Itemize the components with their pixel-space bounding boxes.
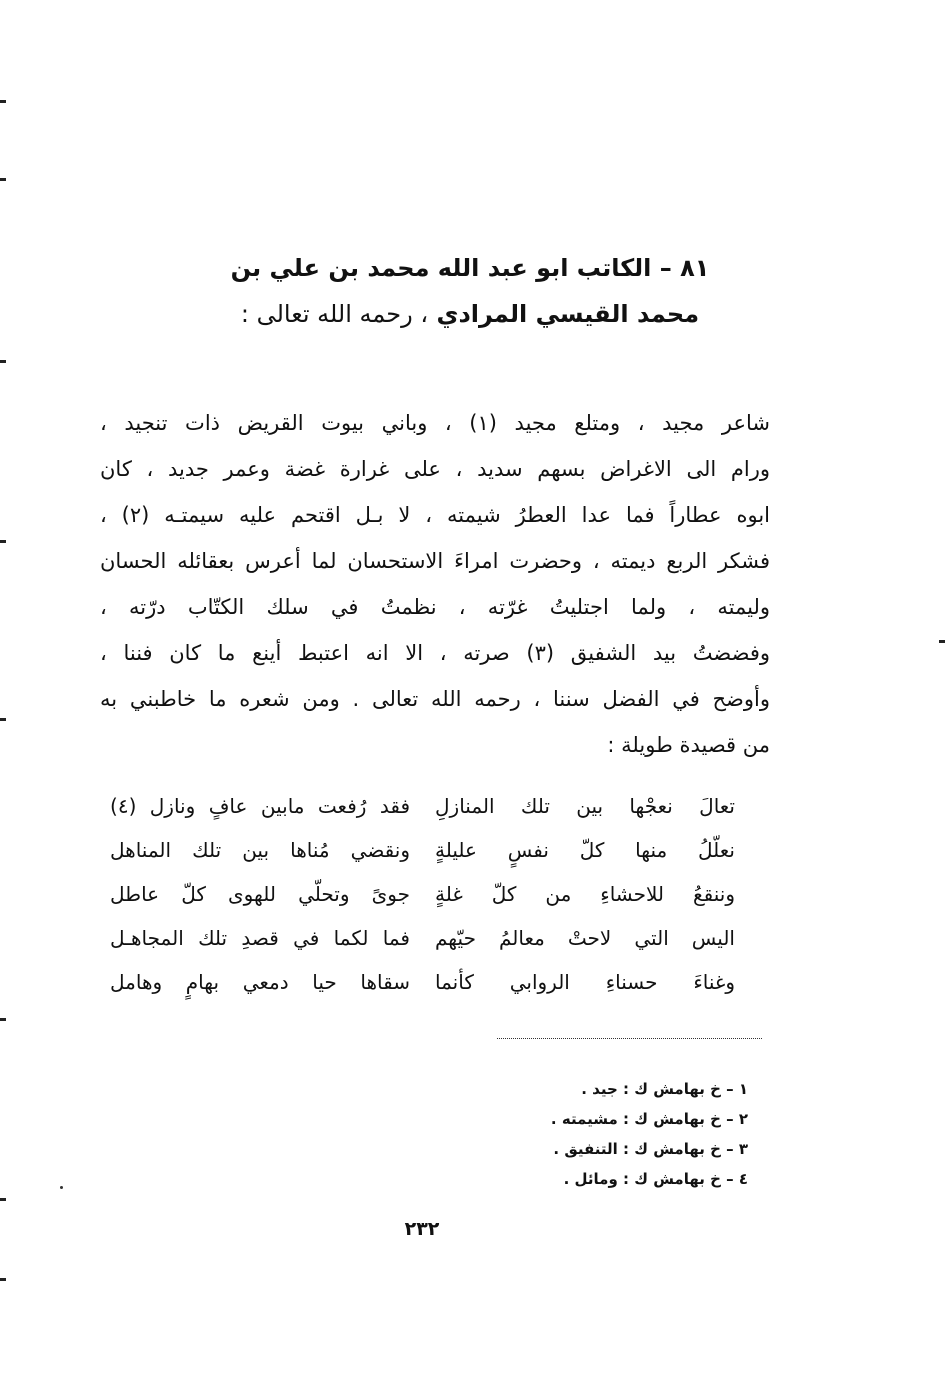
verse-row — [110, 872, 735, 916]
footnote: ٢ – خ بهامش ك : مشيمته . — [550, 1110, 748, 1128]
entry-heading-line-1 — [180, 254, 760, 282]
verse-first-hemistich: تعالَ نعجْها بين تلك المنازلِ — [435, 794, 735, 818]
scan-edge-mark — [939, 640, 945, 643]
verse-row — [110, 828, 735, 872]
prose-line: وفضضتُ بيد الشفيق (٣) صرته ، الا انه اعتبط أينع ما كان فننا ، — [100, 641, 771, 665]
page-number: ٢٣٢ — [404, 1218, 440, 1240]
scan-edge-mark — [0, 718, 6, 721]
verse-second-hemistich: فما لكما في قصدِ تلك المجاهـل — [110, 926, 410, 950]
prose-line: وليمته ، ولما اجتليتُ غرّته ، نظمتُ في سلك الكتّاب درّته ، — [100, 595, 770, 619]
footnote: ٣ – خ بهامش ك : التنفيق . — [553, 1140, 748, 1158]
scan-edge-mark — [0, 1018, 6, 1021]
entry-heading-name: محمد القيسي المرادي — [436, 300, 700, 328]
prose-paragraph — [100, 400, 770, 768]
verse-second-hemistich: فقد رُفعت مابين عافٍ ونازل (٤) — [110, 794, 410, 818]
prose-line: ابوه عطاراً فما عدا العطرُ شيمته ، لا بـل اقتحم عليه سيمتـه (٢) ، — [100, 503, 770, 527]
footnote-separator — [497, 1038, 762, 1039]
scan-edge-mark — [0, 1278, 6, 1281]
scan-edge-mark — [0, 540, 6, 543]
prose-line: من قصيدة طويلة : — [607, 733, 770, 757]
entry-heading-benediction: ، رحمه الله تعالى : — [240, 300, 429, 328]
footnotes — [470, 1074, 748, 1194]
verse-second-hemistich: جوىً وتحلّي للهوى كلّ عاطل — [110, 882, 410, 906]
entry-heading-line-1-text: ٨١ – الكاتب ابو عبد الله محمد بن علي بن — [230, 254, 710, 282]
verse-row — [110, 960, 735, 1004]
prose-line: شاعر مجيد ، ومتلع مجيد (١) ، وباني بيوت القريض ذات تنجيد ، — [100, 411, 770, 435]
scan-edge-mark — [0, 100, 6, 103]
scan-speck — [60, 1186, 63, 1189]
prose-line: فشكر الربع ديمته ، وحضرت امراءَ الاستحسان لما أعرس بعقائله الحسان — [100, 549, 770, 573]
scan-edge-mark — [0, 1198, 6, 1201]
scan-edge-mark — [0, 178, 6, 181]
prose-line: ورام الى الاغراض بسهم سديد ، على غرارة غضة وعمر جديد ، كان — [100, 457, 770, 481]
prose-line: وأوضح في الفضل سننا ، رحمه الله تعالى . ومن شعره ما خاطبني به — [100, 687, 770, 711]
verse-second-hemistich: سقاها حيا دمعي بهامٍ وهامل — [110, 970, 410, 994]
verse-first-hemistich: وغناءَ حسناءِ الروابي كأنما — [435, 970, 735, 994]
entry-heading-line-2 — [180, 300, 760, 328]
verse-row — [110, 916, 735, 960]
footnote: ٤ – خ بهامش ك : ومائل . — [563, 1170, 748, 1188]
scan-edge-mark — [0, 360, 6, 363]
footnote: ١ – خ بهامش ك : جيد . — [581, 1080, 748, 1098]
verse-row — [110, 784, 735, 828]
verse-first-hemistich: نعلّلُ منها كلّ نفسٍ عليلةٍ — [435, 838, 735, 862]
verse-first-hemistich: اليس التي لاحتْ معالمُ حيّهم — [435, 926, 735, 950]
verse-first-hemistich: وننقعُ للاحشاءِ من كلّ غلةٍ — [435, 882, 735, 906]
poem-verses — [110, 784, 735, 1004]
verse-second-hemistich: ونقضي مُناها بين تلك المناهل — [110, 838, 410, 862]
